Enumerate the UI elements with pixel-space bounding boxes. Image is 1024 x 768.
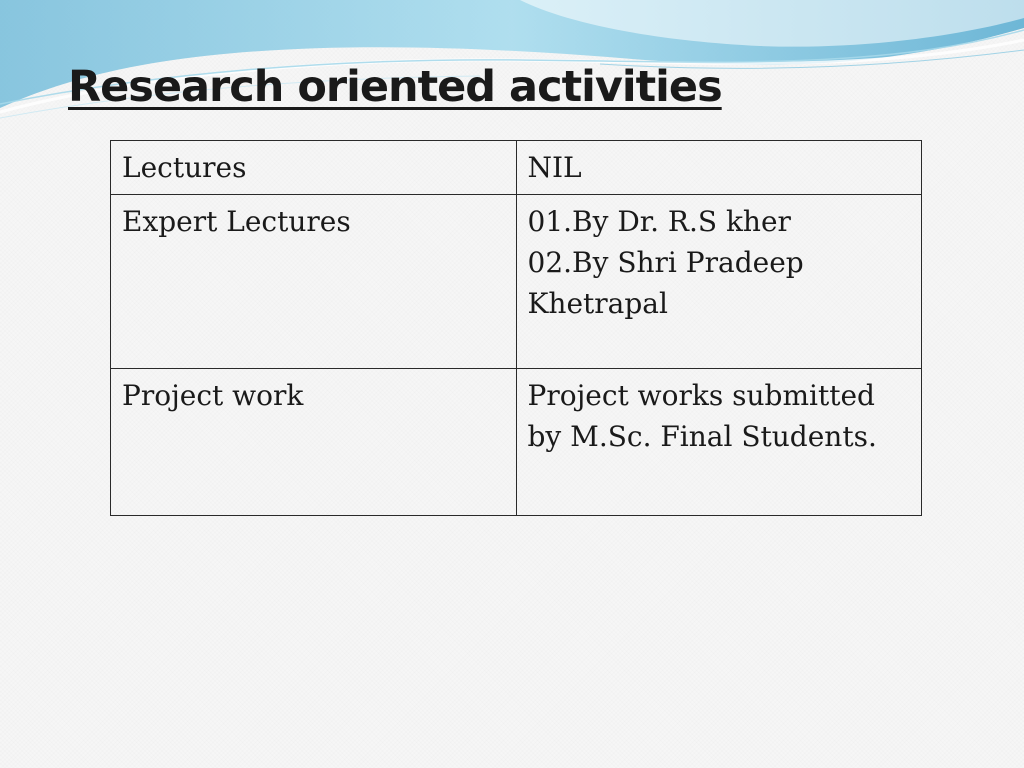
row-label: Lectures xyxy=(122,151,247,184)
row-value-line: Project works submitted xyxy=(527,379,875,412)
value-cell xyxy=(516,195,922,369)
activities-table xyxy=(110,140,922,516)
table-row xyxy=(111,369,922,516)
row-value-line: 01.By Dr. R.S kher xyxy=(527,205,791,238)
row-value-line: NIL xyxy=(527,151,582,184)
table-row xyxy=(111,195,922,369)
label-cell xyxy=(111,369,517,516)
slide-title: Research oriented activities xyxy=(68,62,722,112)
value-cell xyxy=(516,369,922,516)
row-value-line: 02.By Shri Pradeep xyxy=(527,246,804,279)
value-cell xyxy=(516,141,922,195)
row-label: Project work xyxy=(122,379,304,412)
row-value-line: by M.Sc. Final Students. xyxy=(527,420,877,453)
label-cell xyxy=(111,141,517,195)
row-label: Expert Lectures xyxy=(122,205,351,238)
table-row xyxy=(111,141,922,195)
row-value-line: Khetrapal xyxy=(527,287,668,320)
label-cell xyxy=(111,195,517,369)
